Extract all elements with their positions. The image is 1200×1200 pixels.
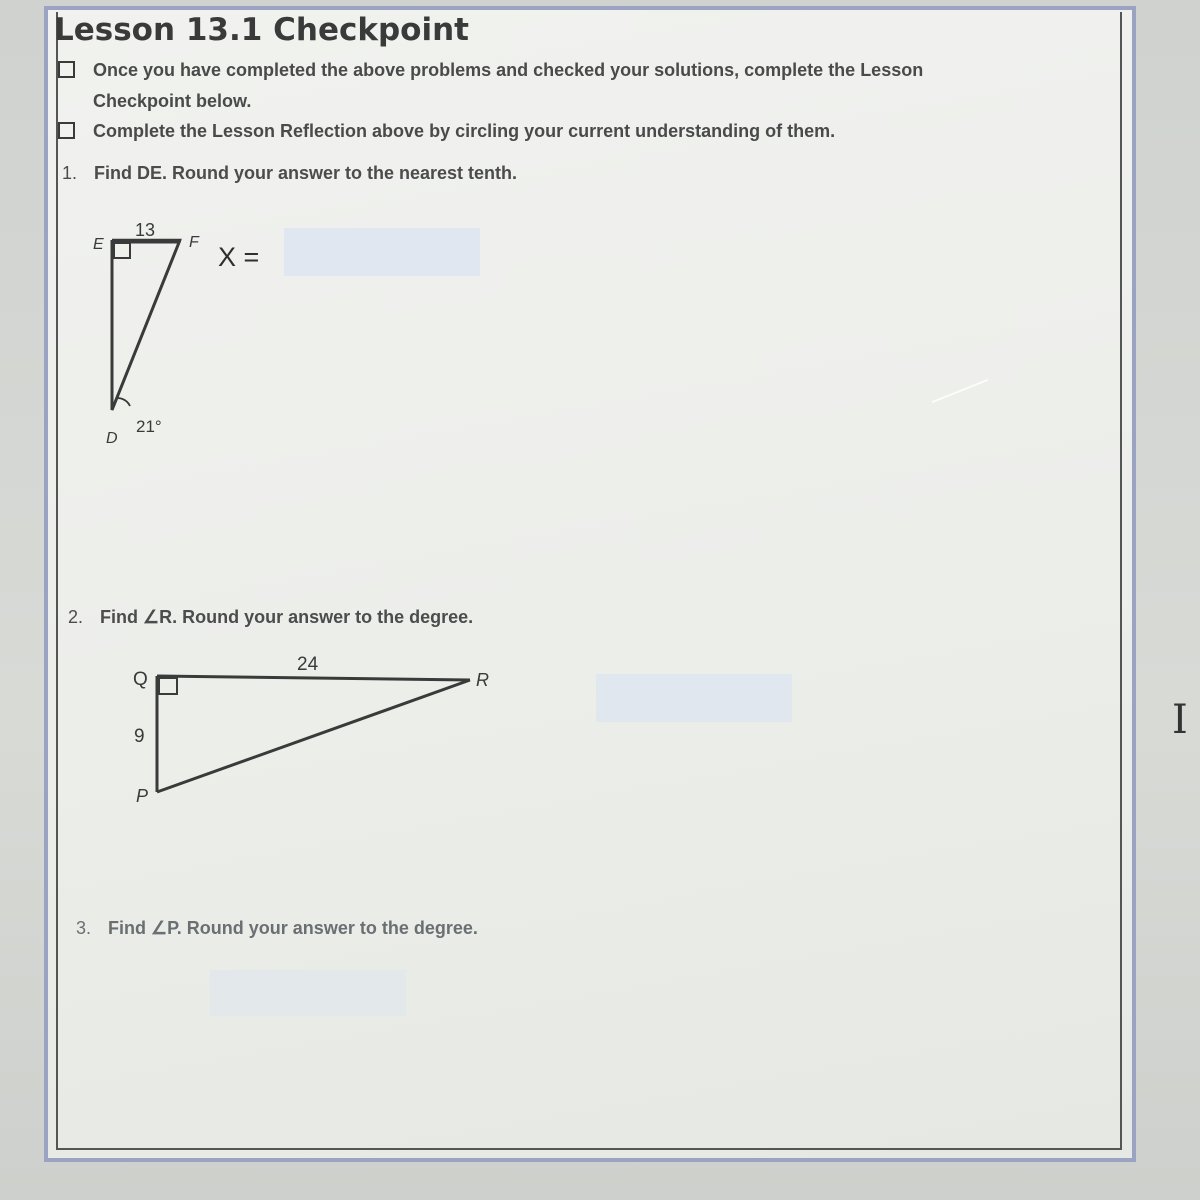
vertex-label-e: E xyxy=(93,236,104,253)
checklist-item-2-text: Complete the Lesson Reflection above by circling your current understanding of them. xyxy=(93,121,836,141)
triangle-pqr xyxy=(133,654,489,806)
triangle-def xyxy=(93,220,200,447)
answer-label: X = xyxy=(218,242,260,272)
side-label-qr: 24 xyxy=(297,654,319,675)
right-angle-marker-q xyxy=(159,678,177,694)
question-3-prompt: Find ∠P. Round your answer to the degree. xyxy=(108,918,478,938)
angle-label-d: 21° xyxy=(136,417,162,436)
vertex-label-f: F xyxy=(189,234,199,251)
vertex-label-r: R xyxy=(476,670,489,690)
angle-arc-d xyxy=(117,398,130,406)
question-2-prompt: Find ∠R. Round your answer to the degree. xyxy=(100,607,474,627)
vertex-label-d: D xyxy=(106,430,118,447)
question-1-prompt: Find DE. Round your answer to the nearest tenth. xyxy=(94,163,518,183)
page-title: Lesson 13.1 Checkpoint xyxy=(54,12,469,48)
question-3-number: 3. xyxy=(76,918,92,938)
checklist-item-1-text-line1: Once you have completed the above problems and checked your solutions, complete the Lesson xyxy=(93,60,924,80)
checklist-item-1-text-line2: Checkpoint below. xyxy=(93,91,252,111)
side-label-qp: 9 xyxy=(134,726,145,747)
question-2-number: 2. xyxy=(68,607,84,627)
vertex-label-q: Q xyxy=(133,669,148,690)
right-angle-marker-e xyxy=(114,243,130,258)
side-label-ef: 13 xyxy=(135,220,156,240)
text-cursor-icon: I xyxy=(1172,697,1188,743)
question-1-number: 1. xyxy=(62,163,78,183)
vertex-label-p: P xyxy=(136,786,149,806)
